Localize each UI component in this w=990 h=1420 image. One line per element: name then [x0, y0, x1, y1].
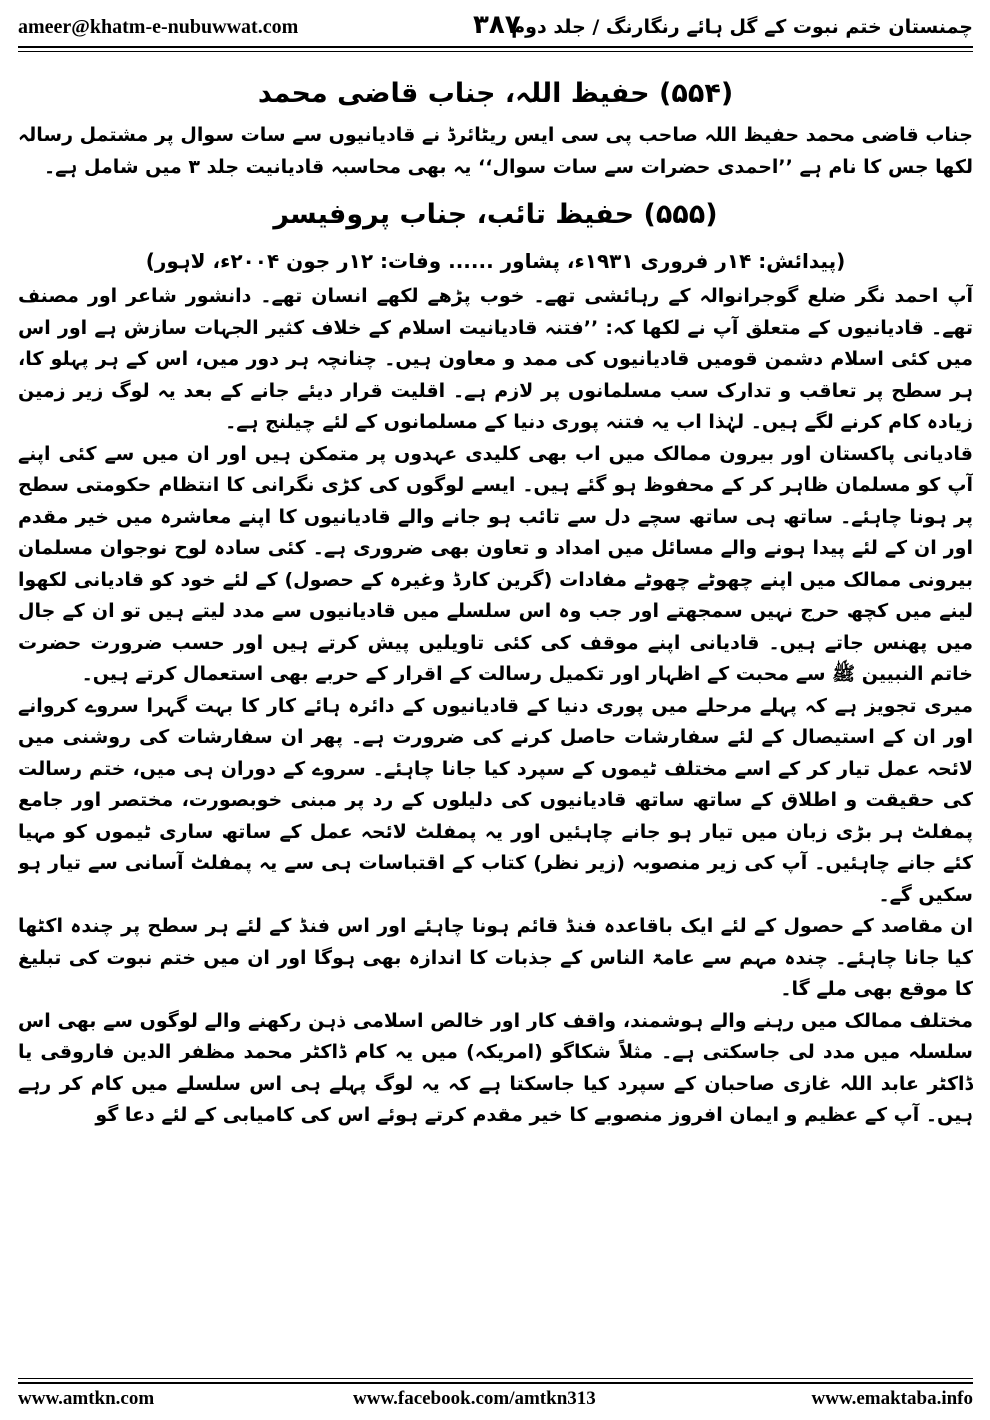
footer-rule-thin [18, 1378, 973, 1379]
header-rule-thin [18, 51, 973, 52]
page-header [18, 10, 973, 46]
paragraph: آپ احمد نگر ضلع گوجرانوالہ کے رہائشی تھے۔ خوب پڑھے لکھے انسان تھے۔ دانشور شاعر اور مصنف تھے۔ قادیانیوں کے متعلق آپ نے لکھا کہ: ’’فتنہ قادیانیت اسلام کے خلاف کثیر الجہات سازش ہے اور اس میں کئی اسلام دشمن قومیں قادیانیوں کی ممد و معاون ہیں۔ چنانچہ ہر دور میں، اس کے ہر پہلو کا، ہر سطح پر تعاقب و تدارک سب مسلمانوں پر لازم ہے۔ اقلیت قرار دیئے جانے کے بعد یہ لوگ زیر زمین زیادہ کام کرنے لگے ہیں۔ لہٰذا اب یہ فتنہ پوری دنیا کے مسلمانوں کے لئے چیلنج ہے۔ [18, 285, 973, 433]
footer-link-facebook[interactable]: www.facebook.com/amtkn313 [353, 1388, 596, 1409]
page-footer [18, 1388, 973, 1414]
section-554-paragraph: جناب قاضی محمد حفیظ اللہ صاحب پی سی ایس ریٹائرڈ نے قادیانیوں سے سات سوال پر مشتمل رسالہ لکھا جس کا نام ہے ’’احمدی حضرات سے سات سوال‘‘ یہ بھی محاسبہ قادیانیت جلد ۳ میں شامل ہے۔ [18, 124, 973, 178]
footer-link-amtkn[interactable]: www.amtkn.com [18, 1388, 155, 1409]
footer-link-emaktaba[interactable]: www.emaktaba.info [811, 1388, 973, 1409]
book-title: چمنستان ختم نبوت کے گل ہائے رنگارنگ / جلد دوم [511, 16, 973, 38]
paragraph: مختلف ممالک میں رہنے والے ہوشمند، واقف کار اور خالص اسلامی ذہن رکھنے والے لوگوں سے بھی اس سلسلہ میں مدد لی جاسکتی ہے۔ مثلاً شکاگو (امریکہ) میں یہ کام ڈاکٹر محمد مظفر الدین فاروقی یا ڈاکٹر عابد اللہ غازی صاحبان کے سپرد کیا جاسکتا ہے کہ یہ لوگ پہلے ہی اس سلسلے میں کام کر رہے ہیں۔ آپ کے عظیم و ایمان افروز منصوبے کا خیر مقدم کرتے ہوئے اس کی کامیابی کے لئے دعا گو [18, 1009, 973, 1126]
birth-death-line: (پیدائش: ۱۴ر فروری ۱۹۳۱ء، پشاور ...... وفات: ۱۲ر جون ۲۰۰۴ء، لاہور) [145, 249, 846, 273]
paragraph: قادیانی پاکستان اور بیرون ممالک میں اب بھی کلیدی عہدوں پر متمکن ہیں اور ان میں سے کئی اپنے آپ کو مسلمان ظاہر کر کے محفوظ ہو گئے ہیں۔ ایسے لوگوں کی کڑی نگرانی کا انتظام حکومتی سطح پر ہونا چاہئے۔ ساتھ ہی ساتھ سچے دل سے تائب ہو جانے والے قادیانیوں کا اپنے معاشرہ میں خیر مقدم اور ان کے لئے پیدا ہونے والے مسائل میں امداد و تعاون بھی ضروری ہے۔ کئی سادہ لوح نوجوان مسلمان بیرونی ممالک میں اپنے چھوٹے چھوٹے مفادات (گرین کارڈ وغیرہ کے حصول) کے لئے خود کو قادیانی لکھوا لینے میں کچھ حرج نہیں سمجھتے اور جب وہ اس سلسلے میں قادیانیوں سے مدد لیتے ہیں تو ان کے جال میں پھنس جاتے ہیں۔ قادیانی اپنے موقف کی کئی تاویلیں پیش کرتے ہیں اور حسب ضرورت حضرت خاتم النبیین ﷺ سے محبت کے اظہار اور تکمیل رسالت کے اقرار کے حربے بھی استعمال کرتے ہیں۔ [18, 442, 973, 685]
header-email[interactable]: ameer@khatm-e-nubuwwat.com [18, 16, 299, 38]
paragraph: میری تجویز ہے کہ پہلے مرحلے میں پوری دنیا کے قادیانیوں کے دائرہ ہائے کار کا بہت گہرا سروے کروانے اور ان کے استیصال کے لئے سفارشات حاصل کرنے کی ضرورت ہے۔ پھر ان سفارشات کی روشنی میں لائحہ عمل تیار کر کے اسے مختلف ٹیموں کے سپرد کیا جانا چاہئے۔ سروے کے دوران ہی میں، ختم رسالت کی حقیقت و اطلاق کے ساتھ ساتھ قادیانیوں کی دلیلوں کے رد پر مبنی خوبصورت، مختصر اور جامع پمفلٹ ہر بڑی زبان میں تیار ہو جانے چاہئیں اور یہ پمفلٹ لائحہ عمل کے ساتھ ساری ٹیموں کو مہیا کئے جانے چاہئیں۔ آپ کی زیر منصوبہ (زیر نظر) کتاب کے اقتباسات ہی سے یہ پمفلٹ آسانی سے تیار ہو سکیں گے۔ [18, 694, 973, 906]
footer-rule [18, 1382, 973, 1384]
header-rule [18, 46, 973, 48]
section-555-heading: (۵۵۵) حفیظ تائب، جناب پروفیسر [273, 199, 718, 230]
paragraph: ان مقاصد کے حصول کے لئے ایک باقاعدہ فنڈ قائم ہونا چاہئے اور اس فنڈ کے لئے ہر سطح پر چندہ اکٹھا کیا جانا چاہئے۔ چندہ مہم سے عامۃ الناس کے جذبات کا اندازہ بھی ہوگا اور ان میں ختم نبوت کی تبلیغ کا موقع بھی ملے گا۔ [18, 915, 973, 1000]
page-content [18, 60, 973, 1372]
page-number: ۳۸۷ [473, 10, 521, 40]
section-554-heading: (۵۵۴) حفیظ اللہ، جناب قاضی محمد [257, 78, 734, 109]
